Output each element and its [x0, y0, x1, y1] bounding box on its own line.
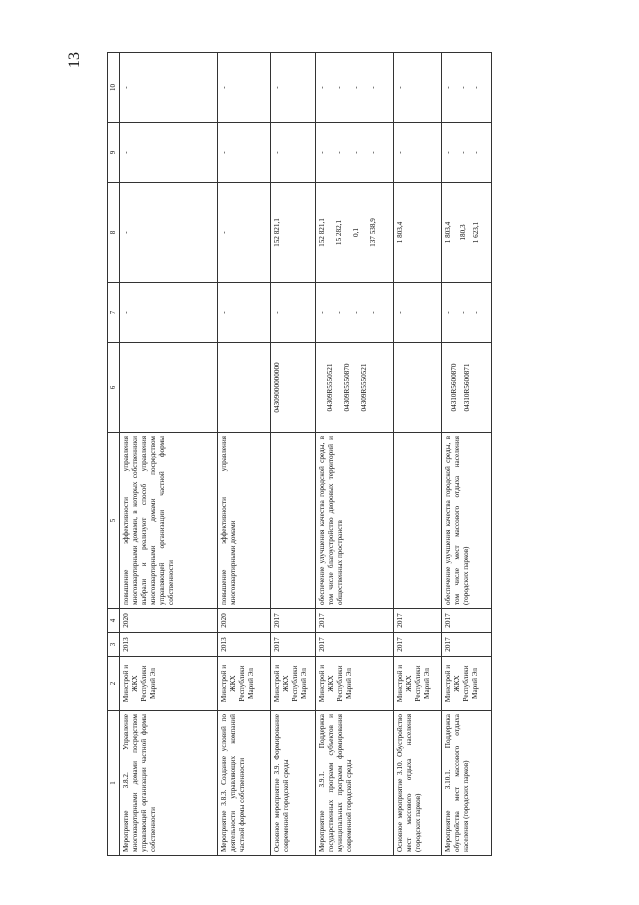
- budget-code-line: 04309000000000: [273, 362, 281, 413]
- value-col10-line: -: [273, 86, 281, 89]
- value-col9-line: -: [472, 151, 480, 154]
- responsible-executor: Минстрой и ЖКХ Республики Марий Эл: [271, 657, 316, 711]
- value-col8-line: 0,1: [352, 228, 360, 237]
- expected-result: повышение эффективности управления многоквартирными домами: [218, 433, 271, 609]
- value-col8-line: 1 803,4: [444, 221, 452, 244]
- budget-code: [394, 343, 442, 433]
- value-col7: [316, 283, 394, 343]
- value-col9-line: -: [459, 151, 467, 154]
- expected-result: обеспечение улучшения качества городской среды, в том числе благоустройство дворовых территорий и общественных пространств: [316, 433, 394, 609]
- value-col8: [316, 183, 394, 283]
- value-col10-line: -: [335, 86, 343, 89]
- table-row: [120, 53, 218, 856]
- value-col7-line: -: [318, 311, 326, 314]
- budget-code: [316, 343, 394, 433]
- value-col9-line: -: [220, 151, 228, 154]
- col-header-8: 8: [108, 183, 120, 283]
- value-col7-line: -: [369, 311, 377, 314]
- value-col7-line: -: [220, 311, 228, 314]
- value-col8-line: 180,3: [459, 224, 467, 241]
- value-col9: [218, 123, 271, 183]
- responsible-executor: Минстрой и ЖКХ Республики Марий Эл: [394, 657, 442, 711]
- value-col9-line: -: [369, 151, 377, 154]
- responsible-executor: Минстрой и ЖКХ Республики Марий Эл: [218, 657, 271, 711]
- budget-code: [271, 343, 316, 433]
- value-col8-line: 1 803,4: [396, 221, 404, 244]
- col-header-2: 2: [108, 657, 120, 711]
- expected-result: [394, 433, 442, 609]
- end-year: 2017: [394, 609, 442, 633]
- col-header-10: 10: [108, 53, 120, 123]
- value-col7: [218, 283, 271, 343]
- end-year: 2020: [120, 609, 218, 633]
- table-header: [108, 53, 120, 856]
- table-row: [271, 53, 316, 856]
- rotated-table-container: [107, 53, 567, 856]
- value-col10-line: -: [220, 86, 228, 89]
- value-col10-line: -: [472, 86, 480, 89]
- measure-name: Основное мероприятие 3.9. Формирование современной городской среды: [271, 711, 316, 856]
- col-header-5: 5: [108, 433, 120, 609]
- value-col10-line: -: [444, 86, 452, 89]
- col-header-9: 9: [108, 123, 120, 183]
- value-col9-line: -: [273, 151, 281, 154]
- expected-result: обеспечение улучшения качества городской среды, в том числе мест массового отдыха населения (городских парков): [442, 433, 492, 609]
- value-col8-line: 1 623,1: [472, 221, 480, 244]
- col-header-4: 4: [108, 609, 120, 633]
- start-year: 2017: [442, 633, 492, 657]
- value-col8-line: -: [220, 231, 228, 234]
- table-row: [218, 53, 271, 856]
- value-col7-line: -: [273, 311, 281, 314]
- measure-name: Мероприятие 3.9.1. Поддержка государственных программ субъектов и муниципальных программ формирования современной городской среды: [316, 711, 394, 856]
- start-year: 2013: [218, 633, 271, 657]
- value-col9: [316, 123, 394, 183]
- start-year: 2013: [120, 633, 218, 657]
- start-year: 2017: [271, 633, 316, 657]
- value-col9: [442, 123, 492, 183]
- value-col9: [271, 123, 316, 183]
- budget-code-line: 04310R5600871: [463, 363, 471, 412]
- value-col7: [442, 283, 492, 343]
- value-col10: [394, 53, 442, 123]
- budget-code: [120, 343, 218, 433]
- value-col7: [120, 283, 218, 343]
- value-col7-line: -: [459, 311, 467, 314]
- value-col8: [271, 183, 316, 283]
- value-col8-line: 152 821,1: [318, 218, 326, 247]
- value-col8-line: 15 282,1: [335, 219, 343, 246]
- budget-code-line: 04309R5550870: [343, 363, 351, 412]
- value-col9-line: -: [335, 151, 343, 154]
- responsible-executor: Минстрой и ЖКХ Республики Марий Эл: [120, 657, 218, 711]
- value-col8: [218, 183, 271, 283]
- value-col8-line: 137 538,9: [369, 218, 377, 247]
- budget-code: [442, 343, 492, 433]
- measure-name: Мероприятие 3.10.1. Поддержка обустройства мест массового отдыха населения (городских парков): [442, 711, 492, 856]
- value-col8: [442, 183, 492, 283]
- value-col9-line: -: [122, 151, 130, 154]
- value-col10-line: -: [396, 86, 404, 89]
- value-col10-line: -: [369, 86, 377, 89]
- value-col7-line: -: [472, 311, 480, 314]
- value-col9-line: -: [352, 151, 360, 154]
- col-header-1: 1: [108, 711, 120, 856]
- col-header-6: 6: [108, 343, 120, 433]
- end-year: 2017: [316, 609, 394, 633]
- page-number: 13: [66, 52, 83, 68]
- value-col10: [442, 53, 492, 123]
- value-col10-line: -: [122, 86, 130, 89]
- measure-name: Основное мероприятие 3.10. Обустройство мест массового отдыха населения (городских парков): [394, 711, 442, 856]
- budget-code-line: 04310R5600870: [450, 363, 458, 412]
- value-col10: [120, 53, 218, 123]
- budget-code-line: 04309R5550521: [326, 363, 334, 412]
- value-col7-line: -: [352, 311, 360, 314]
- col-header-3: 3: [108, 633, 120, 657]
- value-col8-line: -: [122, 231, 130, 234]
- expected-result: повышение эффективности управления многоквартирными домами, в которых собственники выбрали и реализуют способ управления многоквартирными домами посредством управляющей организации частной формы собственности: [120, 433, 218, 609]
- value-col7: [394, 283, 442, 343]
- header-row: [108, 53, 120, 856]
- col-header-7: 7: [108, 283, 120, 343]
- value-col7-line: -: [122, 311, 130, 314]
- value-col9: [394, 123, 442, 183]
- budget-code: [218, 343, 271, 433]
- value-col9-line: -: [444, 151, 452, 154]
- value-col10: [316, 53, 394, 123]
- responsible-executor: Минстрой и ЖКХ Республики Марий Эл: [442, 657, 492, 711]
- value-col8: [120, 183, 218, 283]
- value-col10: [218, 53, 271, 123]
- table-row: [442, 53, 492, 856]
- end-year: 2017: [442, 609, 492, 633]
- responsible-executor: Минстрой и ЖКХ Республики Марий Эл: [316, 657, 394, 711]
- value-col9: [120, 123, 218, 183]
- measure-name: Мероприятие 3.8.3. Создание условий по деятельности управляющих компаний частной формы собственности: [218, 711, 271, 856]
- measure-name: Мероприятие 3.8.2. Управление многоквартирными домами посредством управляющей организации частной формы собственности: [120, 711, 218, 856]
- value-col7-line: -: [396, 311, 404, 314]
- program-measures-table: [107, 52, 492, 856]
- start-year: 2017: [394, 633, 442, 657]
- expected-result: [271, 433, 316, 609]
- value-col7: [271, 283, 316, 343]
- table-row: [394, 53, 442, 856]
- value-col9-line: -: [318, 151, 326, 154]
- value-col10-line: -: [352, 86, 360, 89]
- value-col9-line: -: [396, 151, 404, 154]
- value-col7-line: -: [444, 311, 452, 314]
- table-row: [316, 53, 394, 856]
- value-col10-line: -: [459, 86, 467, 89]
- value-col10: [271, 53, 316, 123]
- budget-code-line: 04309R5550521: [360, 363, 368, 412]
- end-year: 2017: [271, 609, 316, 633]
- value-col8: [394, 183, 442, 283]
- value-col7-line: -: [335, 311, 343, 314]
- start-year: 2017: [316, 633, 394, 657]
- value-col8-line: 152 821,1: [273, 218, 281, 247]
- value-col10-line: -: [318, 86, 326, 89]
- end-year: 2020: [218, 609, 271, 633]
